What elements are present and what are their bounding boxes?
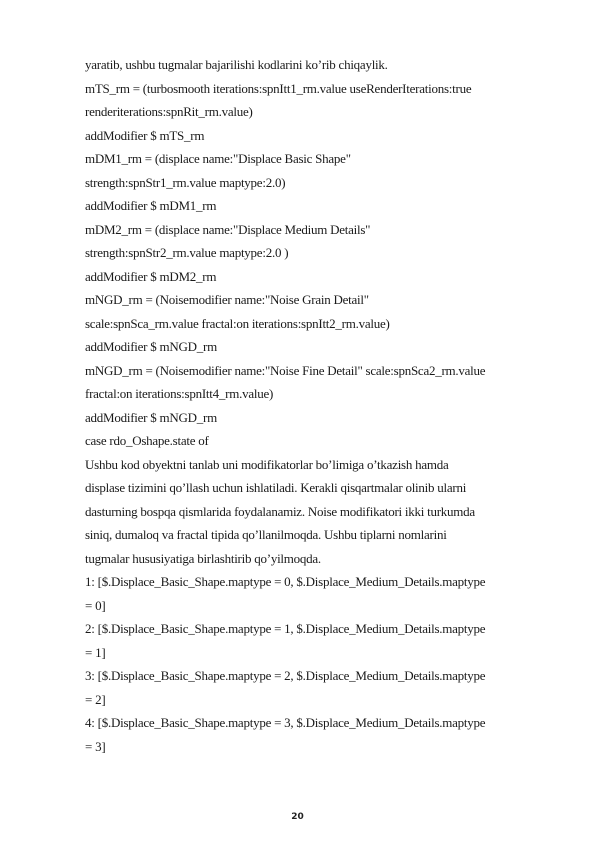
code-line: mDM1_rm = (displace name:"Displace Basic Shape": [85, 151, 351, 166]
code-line: mNGD_rm = (Noisemodifier name:"Noise Grain Detail": [85, 292, 369, 307]
code-line: case rdo_Oshape.state of: [85, 433, 209, 448]
paragraph-line: displase tizimini qo’llash uchun ishlatiladi. Kerakli qisqartmalar olinib ularni: [85, 480, 467, 495]
code-line: addModifier $ mDM1_rm: [85, 198, 217, 213]
code-line: renderiterations:spnRit_rm.value): [85, 104, 253, 119]
code-line: addModifier $ mNGD_rm: [85, 339, 217, 354]
code-line: = 1]: [85, 644, 106, 660]
code-line: mNGD_rm = (Noisemodifier name:"Noise Fine Detail" scale:spnSca2_rm.value: [85, 362, 486, 378]
code-line: = 0]: [85, 597, 106, 613]
code-line: scale:spnSca_rm.value fractal:on iterations:spnItt2_rm.value): [85, 315, 390, 331]
code-line: strength:spnStr2_rm.value maptype:2.0 ): [85, 245, 289, 260]
code-line: addModifier $ mDM2_rm: [85, 268, 217, 284]
paragraph-line: Ushbu kod obyektni tanlab uni modifikatorlar bo’limiga o’tkazish hamda: [85, 456, 449, 472]
paragraph-line: tugmalar hususiyatiga birlashtirib qo’yilmoqda.: [85, 550, 321, 566]
code-line: 3: [$.Displace_Basic_Shape.maptype = 2, $.Displace_Medium_Details.maptype: [85, 668, 486, 683]
page-body: [85, 53, 537, 758]
code-line: strength:spnStr1_rm.value maptype:2.0): [85, 174, 286, 190]
paragraph-line: siniq, dumaloq va fractal tipida qo’llanilmoqda. Ushbu tiplarni nomlarini: [85, 527, 447, 542]
page-number: 20: [291, 812, 304, 822]
code-line: mDM2_rm = (displace name:"Displace Medium Details": [85, 221, 371, 237]
code-line: fractal:on iterations:spnItt4_rm.value): [85, 386, 274, 401]
code-line: 2: [$.Displace_Basic_Shape.maptype = 1, $.Displace_Medium_Details.maptype: [85, 621, 486, 636]
code-line: addModifier $ mTS_rm: [85, 127, 205, 143]
paragraph-line: dasturning bospqa qismlarida foydalanamiz. Noise modifikatori ikki turkumda: [85, 503, 475, 519]
code-line: mTS_rm = (turbosmooth iterations:spnItt1_rm.value useRenderIterations:true: [85, 80, 472, 96]
code-line: 1: [$.Displace_Basic_Shape.maptype = 0, $.Displace_Medium_Details.maptype: [85, 574, 486, 589]
code-line: 4: [$.Displace_Basic_Shape.maptype = 3, $.Displace_Medium_Details.maptype: [85, 715, 486, 730]
code-line: = 2]: [85, 691, 106, 707]
text-line: yaratib, ushbu tugmalar bajarilishi kodlarini ko’rib chiqaylik.: [85, 57, 388, 72]
code-line: = 3]: [85, 738, 106, 754]
code-line: addModifier $ mNGD_rm: [85, 409, 217, 425]
